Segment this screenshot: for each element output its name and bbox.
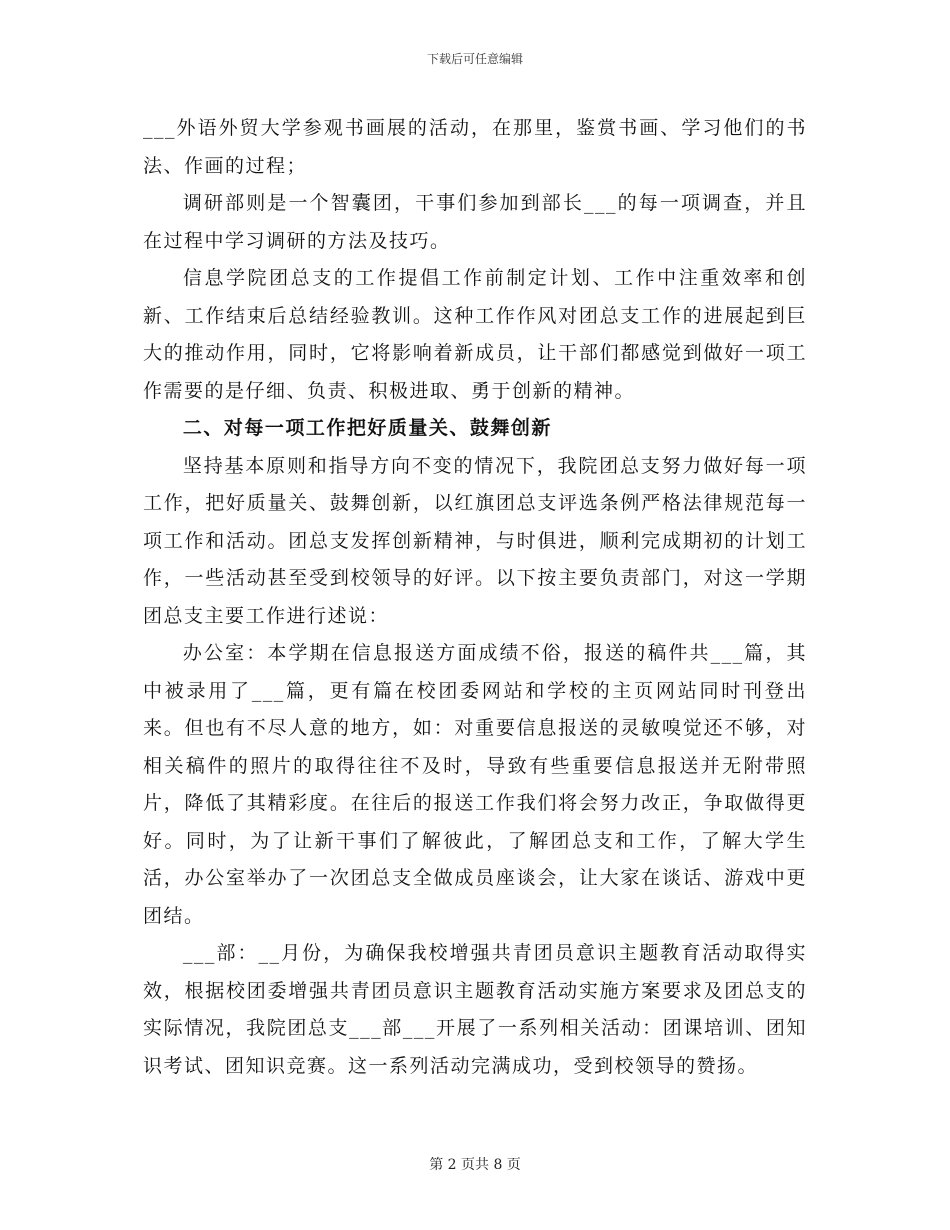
paragraph-department-activities: ___部：__月份，为确保我校增强共青团员意识主题教育活动取得实效，根据校团委增强共青团员意识主题教育活动实施方案要求及团总支的实际情况，我院团总支___部___开展了一系列相关活动：团课培训、团知识考试、团知识竞赛。这一系列活动完满成功，受到校领导的赞扬。: [143, 942, 807, 1077]
paragraph-research-dept: 调研部则是一个智囊团，干事们参加到部长___的每一项调查，并且在过程中学习调研的方法及技巧。: [143, 192, 807, 252]
paragraph-exhibition: ___外语外贸大学参观书画展的活动，在那里，鉴赏书画、学习他们的书法、作画的过程；: [143, 117, 807, 177]
document-body: [143, 110, 807, 1085]
paragraph-principles: 坚持基本原则和指导方向不变的情况下，我院团总支努力做好每一项工作，把好质量关、鼓舞创新，以红旗团总支评选条例严格法律规范每一项工作和活动。团总支发挥创新精神，与时俱进，顺利完成期初的计划工作，一些活动甚至受到校领导的好评。以下按主要负责部门，对这一学期团总支主要工作进行述说：: [143, 454, 807, 627]
paragraph-work-style: 信息学院团总支的工作提倡工作前制定计划、工作中注重效率和创新、工作结束后总结经验教训。这种工作作风对团总支工作的进展起到巨大的推动作用，同时，它将影响着新成员，让干部们都感觉到做好一项工作需要的是仔细、负责、积极进取、勇于创新的精神。: [143, 267, 807, 402]
paragraph-office: 办公室：本学期在信息报送方面成绩不俗，报送的稿件共___篇，其中被录用了___篇，更有篇在校团委网站和学校的主页网站同时刊登出来。但也有不尽人意的地方，如：对重要信息报送的灵敏嗅觉还不够，对相关稿件的照片的取得往往不及时，导致有些重要信息报送并无附带照片，降低了其精彩度。在往后的报送工作我们将会努力改正，争取做得更好。同时，为了让新干事们了解彼此，了解团总支和工作，了解大学生活，办公室举办了一次团总支全做成员座谈会，让大家在谈话、游戏中更团结。: [143, 642, 807, 927]
section-heading-two: 二、对每一项工作把好质量关、鼓舞创新: [182, 417, 552, 439]
page-number: 第 2 页共 8 页: [429, 1157, 521, 1173]
page-header: 下载后可任意编辑: [426, 52, 523, 66]
